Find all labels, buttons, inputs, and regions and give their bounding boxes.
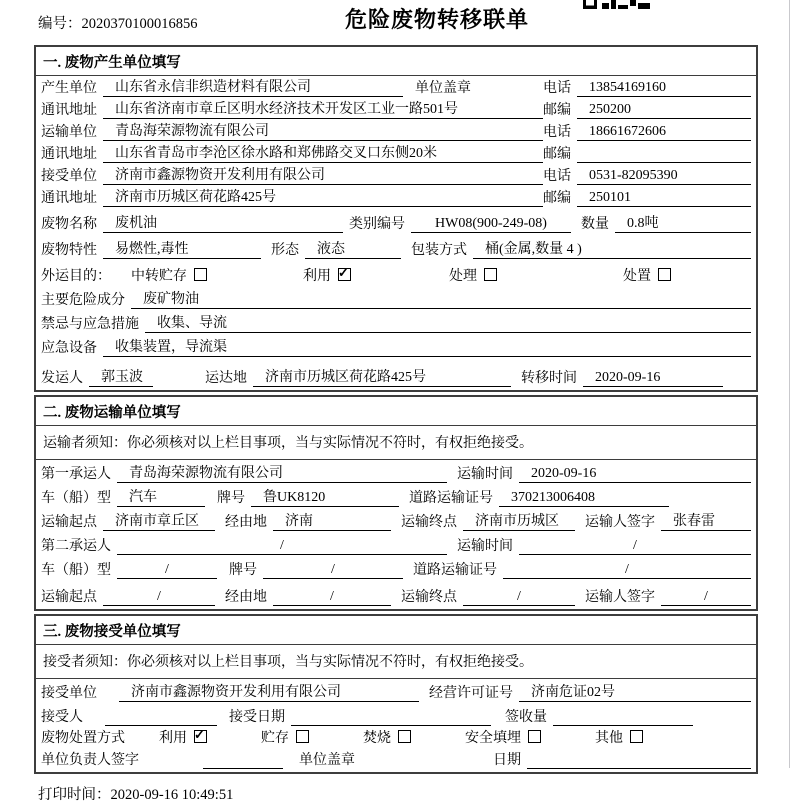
waste-traits-row: [36, 236, 756, 262]
waste-pack-label: 包装方式: [411, 243, 467, 258]
purpose-option-utilize: 利用 ✓: [303, 265, 351, 285]
first-road-license-value: 370213006408: [499, 490, 669, 507]
second-route-row: [36, 582, 756, 609]
checkbox-disposal-incinerate: [398, 730, 411, 743]
destination-value: 济南市历城区荷花路425号: [253, 366, 511, 387]
waste-code-label: 类别编号: [349, 217, 405, 232]
accept-person-row: [36, 705, 756, 729]
second-carrier-value: /: [117, 538, 447, 555]
section-receiver-title: 三. 废物接受单位填写: [36, 616, 756, 645]
receive-address-label: 通讯地址: [41, 191, 97, 206]
checkbox-disposal-storage: [296, 730, 309, 743]
producer-zip-value: 250200: [577, 102, 751, 119]
transport-unit-label: 运输单位: [41, 125, 97, 140]
disposal-option-landfill: 安全填埋: [465, 727, 541, 747]
second-vehicle-row: [36, 558, 756, 582]
taboo-measures-label: 禁忌与应急措施: [41, 317, 139, 332]
first-transport-time-value: 2020-09-16: [519, 466, 751, 483]
document-number-value: 2020370100016856: [81, 16, 198, 32]
transfer-time-label: 转移时间: [521, 371, 577, 386]
first-vehicle-row: [36, 486, 756, 510]
first-carrier-sign-value: 张春雷: [661, 510, 751, 531]
waste-form-label: 形态: [271, 243, 299, 258]
transport-unit-row: [36, 122, 756, 144]
transport-address-value: 山东省青岛市李沧区徐水路和郑佛路交叉口东侧20米: [103, 142, 543, 163]
second-plate-label: 牌号: [229, 563, 257, 578]
waste-qty-label: 数量: [581, 217, 609, 232]
second-route-end-value: /: [463, 589, 575, 606]
producer-address-value: 山东省济南市章丘区明水经济技术开发区工业一路501号: [103, 98, 543, 119]
checkbox-disposal-other: [630, 730, 643, 743]
accept-unit-label: 接受单位: [41, 686, 97, 701]
receive-unit-row: [36, 166, 756, 188]
receive-unit-value: 济南市鑫源物资开发利用有限公司: [103, 164, 543, 185]
first-route-via-value: 济南: [273, 510, 391, 531]
second-vehicle-type-label: 车（船）型: [41, 563, 111, 578]
page-edge-line: [789, 0, 790, 768]
disposal-method-row: [36, 729, 756, 750]
accept-person-label: 接受人: [41, 710, 83, 725]
producer-zip-label: 邮编: [543, 103, 571, 118]
transport-phone-label: 电话: [543, 125, 571, 140]
waste-name-label: 废物名称: [41, 217, 97, 232]
section-transport: [34, 395, 758, 611]
producer-unit-row: [36, 76, 756, 100]
transfer-time-value: 2020-09-16: [583, 370, 723, 387]
purpose-option-treat: 处理: [449, 265, 497, 285]
first-plate-value: 鲁UK8120: [251, 486, 399, 507]
first-road-license-label: 道路运输证号: [409, 491, 493, 506]
first-vehicle-type-label: 车（船）型: [41, 491, 111, 506]
waste-traits-label: 废物特性: [41, 243, 97, 258]
section-transport-title: 二. 废物运输单位填写: [36, 397, 756, 426]
second-route-via-value: /: [273, 589, 391, 606]
waste-name-row: [36, 210, 756, 236]
checkbox-dispose: [658, 268, 671, 281]
checkbox-utilize: [338, 268, 351, 281]
destination-label: 运达地: [205, 371, 247, 386]
waste-traits-value: 易燃性,毒性: [103, 238, 261, 259]
second-carrier-sign-label: 运输人签字: [585, 590, 655, 605]
checkbox-disposal-utilize: [194, 730, 207, 743]
receive-phone-value: 0531-82095390: [577, 168, 751, 185]
second-plate-value: /: [263, 562, 403, 579]
first-vehicle-type-value: 汽车: [117, 486, 205, 507]
first-route-start-label: 运输起点: [41, 515, 97, 530]
disposal-option-incinerate: 焚烧: [363, 727, 411, 747]
purpose-option-dispose: 处置: [623, 265, 671, 285]
accept-unit-row: [36, 679, 756, 705]
first-transport-time-label: 运输时间: [457, 467, 513, 482]
waste-code-value: HW08(900-249-08): [411, 216, 571, 233]
document-title: 危险废物转移联单: [344, 7, 529, 32]
section-producer-title: 一. 废物产生单位填写: [36, 47, 756, 76]
print-time-label: 打印时间：: [38, 787, 111, 803]
signed-qty-label: 签收量: [505, 710, 547, 725]
second-road-license-label: 道路运输证号: [413, 563, 497, 578]
waste-form-value: 液态: [305, 238, 401, 259]
responsible-sign-value: [203, 752, 283, 769]
disposal-option-other: 其他: [595, 727, 643, 747]
receive-zip-label: 邮编: [543, 191, 571, 206]
receive-address-row: [36, 188, 756, 210]
hazard-components-label: 主要危险成分: [41, 293, 125, 308]
accept-date-value: [291, 709, 491, 726]
transport-zip-label: 邮编: [543, 147, 571, 162]
second-carrier-sign-value: /: [661, 589, 751, 606]
first-route-via-label: 经由地: [225, 515, 267, 530]
accept-person-value: [105, 709, 217, 726]
first-carrier-row: [36, 460, 756, 486]
second-carrier-row: [36, 534, 756, 558]
waste-pack-value: 桶(金属,数量 4 ): [473, 238, 751, 259]
receive-zip-value: 250101: [577, 190, 751, 207]
producer-phone-value: 13854169160: [577, 80, 751, 97]
document-header: [0, 0, 796, 45]
print-time: [38, 783, 796, 804]
first-carrier-sign-label: 运输人签字: [585, 515, 655, 530]
second-carrier-label: 第二承运人: [41, 539, 111, 554]
second-route-start-label: 运输起点: [41, 590, 97, 605]
checkbox-treat: [484, 268, 497, 281]
second-transport-time-value: /: [519, 538, 751, 555]
transport-unit-value: 青岛海荣源物流有限公司: [103, 120, 543, 141]
transfer-purpose-row: [36, 262, 756, 288]
first-route-end-label: 运输终点: [401, 515, 457, 530]
signed-qty-value: [553, 709, 693, 726]
hazard-components-row: [36, 288, 756, 312]
second-road-license-value: /: [503, 562, 751, 579]
first-route-start-value: 济南市章丘区: [103, 510, 215, 531]
taboo-measures-row: [36, 312, 756, 336]
responsible-sign-label: 单位负责人签字: [41, 753, 139, 768]
unit-seal-label: 单位盖章: [299, 753, 355, 768]
producer-phone-label: 电话: [543, 81, 571, 96]
disposal-option-utilize: 利用 ✓: [159, 727, 207, 747]
transport-zip-value: [577, 146, 751, 163]
transport-phone-value: 18661672606: [577, 124, 751, 141]
transport-address-label: 通讯地址: [41, 147, 97, 162]
transfer-purpose-label: 外运目的：: [41, 269, 111, 284]
producer-seal-label: 单位盖章: [415, 81, 471, 96]
permit-number-label: 经营许可证号: [429, 686, 513, 701]
purpose-option-transit-storage: 中转贮存: [131, 265, 207, 285]
checkbox-transit-storage: [194, 268, 207, 281]
print-time-value: 2020-09-16 10:49:51: [110, 787, 234, 803]
section-producer: [34, 45, 758, 392]
producer-address-label: 通讯地址: [41, 103, 97, 118]
taboo-measures-value: 收集、导流: [145, 312, 751, 333]
second-route-end-label: 运输终点: [401, 590, 457, 605]
accept-date-label: 接受日期: [229, 710, 285, 725]
receive-address-value: 济南市历城区荷花路425号: [103, 186, 543, 207]
checkbox-disposal-landfill: [528, 730, 541, 743]
hazard-components-value: 废矿物油: [131, 288, 751, 309]
first-carrier-value: 青岛海荣源物流有限公司: [117, 462, 447, 483]
first-carrier-label: 第一承运人: [41, 467, 111, 482]
second-vehicle-type-value: /: [117, 562, 217, 579]
signoff-date-label: 日期: [493, 753, 521, 768]
second-transport-time-label: 运输时间: [457, 539, 513, 554]
first-route-end-value: 济南市历城区: [463, 510, 575, 531]
receive-unit-label: 接受单位: [41, 169, 97, 184]
producer-unit-label: 产生单位: [41, 81, 97, 96]
first-route-row: [36, 510, 756, 534]
transport-address-row: [36, 144, 756, 166]
emergency-equipment-row: [36, 336, 756, 360]
producer-address-row: [36, 100, 756, 122]
disposal-method-label: 废物处置方式: [41, 731, 125, 746]
signoff-date-value: [527, 752, 751, 769]
dispatch-row: [36, 360, 756, 390]
receive-phone-label: 电话: [543, 169, 571, 184]
receiver-notice: 接受者须知：你必须核对以上栏目事项，当与实际情况不符时，有权拒绝接受。: [36, 645, 756, 679]
waste-name-value: 废机油: [103, 212, 343, 233]
section-receiver: [34, 614, 758, 774]
emergency-equipment-label: 应急设备: [41, 341, 97, 356]
disposal-option-storage: 贮存: [261, 727, 309, 747]
permit-number-value: 济南危证02号: [519, 681, 751, 702]
second-route-via-label: 经由地: [225, 590, 267, 605]
dispatcher-value: 郭玉波: [89, 366, 153, 387]
waste-qty-value: 0.8吨: [615, 212, 751, 233]
second-route-start-value: /: [103, 589, 215, 606]
emergency-equipment-value: 收集装置，导流渠: [103, 336, 751, 357]
transport-notice: 运输者须知：你必须核对以上栏目事项，当与实际情况不符时，有权拒绝接受。: [36, 426, 756, 460]
signoff-row: [36, 750, 756, 772]
accept-unit-value: 济南市鑫源物资开发利用有限公司: [119, 681, 419, 702]
producer-unit-value: 山东省永信非织造材料有限公司: [103, 76, 403, 97]
document-number-label: 编号：: [38, 16, 82, 32]
first-plate-label: 牌号: [217, 491, 245, 506]
qr-code-partial-icon: [583, 0, 653, 10]
dispatcher-label: 发运人: [41, 371, 83, 386]
